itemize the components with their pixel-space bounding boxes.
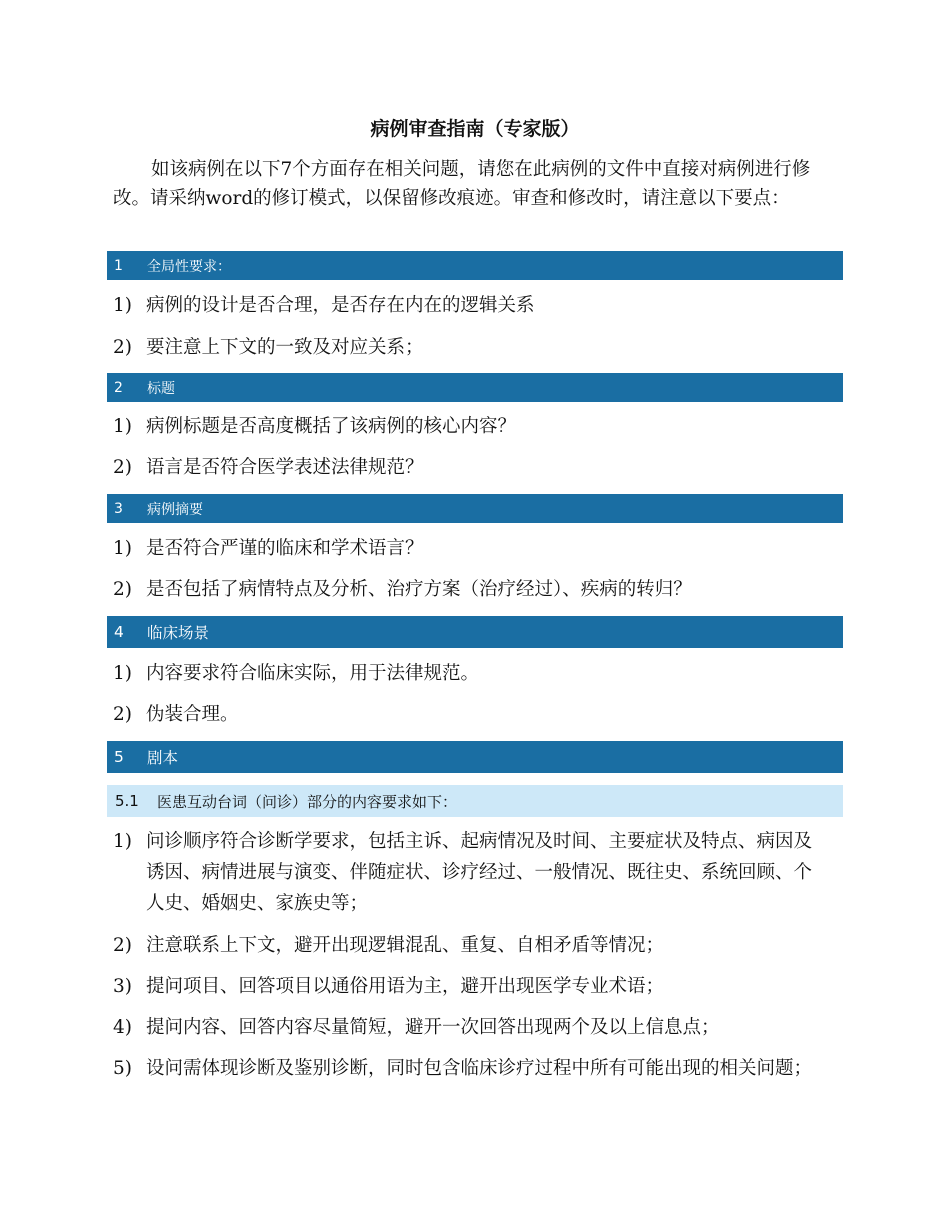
list-item: [113, 971, 825, 1002]
list-item-text: 病例的设计是否合理，是否存在内在的逻辑关系: [146, 295, 535, 316]
list-item-text: 伪装合理。: [146, 704, 239, 725]
section-label: 临床场景: [147, 624, 210, 642]
list-item-text: 提问项目、回答项目以通俗用语为主，避开出现医学专业术语；: [146, 976, 665, 997]
intro-paragraph: 如该病例在以下7个方面存在相关问题，请您在此病例的文件中直接对病例进行修改。请采纳word的修订模式，以保留修改痕迹。审查和修改时，请注意以下要点：: [113, 159, 811, 209]
section-number: 1: [114, 257, 123, 274]
section-label: 全局性要求：: [147, 258, 231, 275]
list-item-text: 设问需体现诊断及鉴别诊断，同时包含临床诊疗过程中所有可能出现的相关问题；: [146, 1058, 813, 1079]
list-marker: 1): [113, 416, 132, 437]
document-title: 病例审查指南（专家版）: [370, 118, 580, 140]
list-item: [113, 574, 825, 605]
list-item: [113, 1053, 825, 1084]
list-item-text: 语言是否符合医学表述法律规范？: [146, 457, 424, 478]
list-marker: 3): [113, 976, 132, 997]
list-marker: 5): [113, 1058, 132, 1079]
list-item-text: 提问内容、回答内容尽量简短，避开一次回答出现两个及以上信息点；: [146, 1017, 720, 1038]
list-item-text: 注意联系上下文，避开出现逻辑混乱、重复、自相矛盾等情况；: [146, 935, 665, 956]
list-item: [113, 826, 825, 919]
subsection-label: 医患互动台词（问诊）部分的内容要求如下：: [157, 792, 458, 811]
list-item: [113, 411, 825, 442]
list-item: [113, 658, 825, 689]
list-item: [113, 533, 825, 564]
list-marker: 2): [113, 457, 132, 478]
list-item-text: 内容要求符合临床实际，用于法律规范。: [146, 663, 480, 684]
list-item: [113, 452, 825, 483]
section-heading-2: [107, 373, 843, 402]
section-heading-4: [107, 616, 843, 648]
subsection-number: 5.1: [115, 792, 139, 810]
section-label: 标题: [147, 380, 175, 397]
list-marker: 2): [113, 935, 132, 956]
list-item-text: 是否包括了病情特点及分析、治疗方案（治疗经过）、疾病的转归？: [146, 579, 692, 600]
section-number: 4: [114, 623, 124, 641]
list-marker: 1): [113, 295, 132, 316]
list-marker: 4): [113, 1017, 132, 1038]
list-item: [113, 930, 825, 961]
list-marker: 1): [113, 663, 132, 684]
section-number: 3: [114, 500, 123, 517]
list-item: [113, 1012, 825, 1043]
list-item: [113, 332, 825, 363]
list-item: [113, 699, 825, 730]
section-label: 病例摘要: [147, 501, 203, 518]
list-marker: 2): [113, 704, 132, 725]
list-marker: 2): [113, 337, 132, 358]
section-number: 5: [114, 748, 124, 766]
list-marker: 2): [113, 579, 132, 600]
section-number: 2: [114, 379, 123, 396]
section-label: 剧本: [147, 749, 179, 767]
list-item-text: 问诊顺序符合诊断学要求，包括主诉、起病情况及时间、主要症状及特点、病因及诱因、病情进展与演变、伴随症状、诊疗经过、一般情况、既往史、系统回顾、个人史、婚姻史、家族史等；: [146, 831, 813, 914]
subsection-heading-5-1: [107, 785, 843, 817]
list-item: [113, 290, 825, 321]
list-item-text: 要注意上下文的一致及对应关系；: [146, 337, 424, 358]
list-marker: 1): [113, 538, 132, 559]
list-item-text: 是否符合严谨的临床和学术语言？: [146, 538, 424, 559]
list-marker: 1): [113, 831, 132, 852]
section-heading-3: [107, 494, 843, 523]
section-heading-5: [107, 741, 843, 773]
section-heading-1: [107, 251, 843, 280]
list-item-text: 病例标题是否高度概括了该病例的核心内容？: [146, 416, 517, 437]
